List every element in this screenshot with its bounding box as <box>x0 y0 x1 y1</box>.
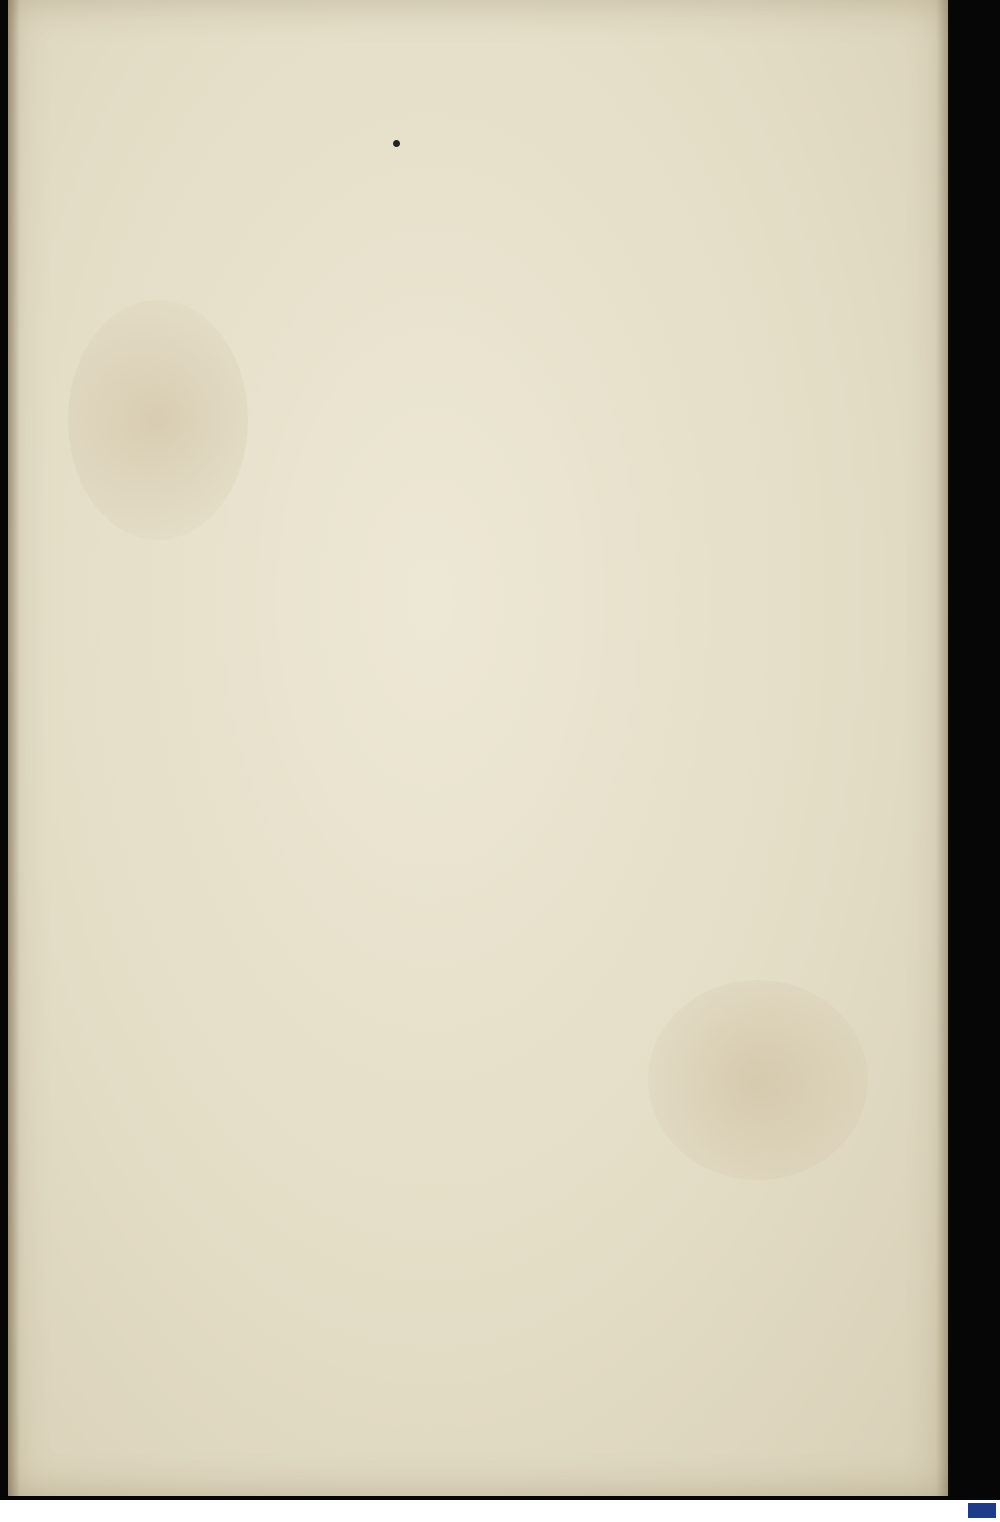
page-gutter-shadow <box>8 0 20 1496</box>
book-page <box>8 0 948 1496</box>
paper-stain <box>68 300 248 540</box>
page-edge-shadow <box>936 0 950 1496</box>
dfg-logo <box>968 1503 996 1518</box>
paper-stain <box>648 980 868 1180</box>
decorated-initial <box>114 776 176 838</box>
footer-bar <box>0 1500 1000 1522</box>
print-mark-dot <box>393 140 400 147</box>
